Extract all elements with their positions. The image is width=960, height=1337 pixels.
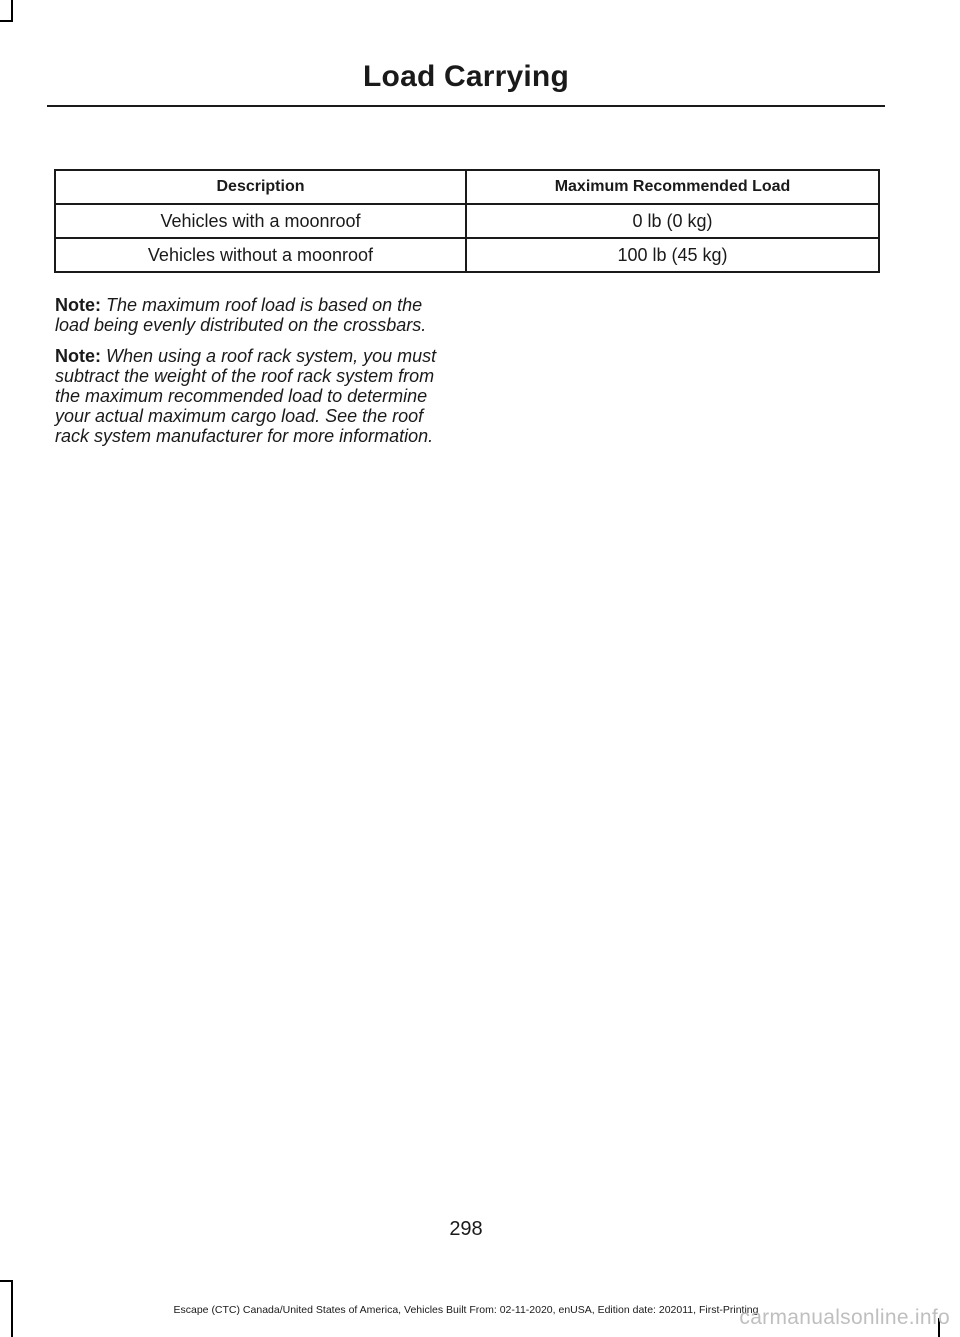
table-row (55, 204, 879, 238)
note-label: Note: (55, 295, 101, 315)
table-cell-description: Vehicles with a moonroof (55, 204, 466, 238)
crop-mark (0, 1280, 13, 1282)
table-cell-max-load: 100 lb (45 kg) (466, 238, 879, 272)
table-header-row (55, 170, 879, 204)
watermark: carmanualsonline.info (739, 1306, 950, 1329)
note-label: Note: (55, 346, 101, 366)
crop-mark (0, 20, 13, 22)
table-row (55, 238, 879, 272)
crop-mark (11, 0, 13, 22)
table-cell-max-load: 0 lb (0 kg) (466, 204, 879, 238)
column-header-max-load: Maximum Recommended Load (466, 170, 879, 204)
note-text: The maximum roof load is based on the load being evenly distributed on the crossbars. (55, 295, 427, 335)
table-cell-description: Vehicles without a moonroof (55, 238, 466, 272)
load-table (54, 169, 880, 273)
column-header-description: Description (55, 170, 466, 204)
footer-text: Escape (CTC) Canada/United States of America, Vehicles Built From: 02-11-2020, enUSA, Edition date: 202011, First-Printing (173, 1304, 759, 1316)
title-divider (47, 105, 885, 107)
note-paragraph (55, 295, 455, 335)
page-number: 298 (449, 1218, 483, 1240)
notes-section (55, 295, 455, 457)
page-title: Load Carrying (363, 60, 569, 93)
note-paragraph (55, 346, 455, 446)
note-text: When using a roof rack system, you must subtract the weight of the roof rack system from the maximum recommended load to determine your actual maximum cargo load. See the roof rack system manufacturer for more information. (55, 346, 437, 446)
